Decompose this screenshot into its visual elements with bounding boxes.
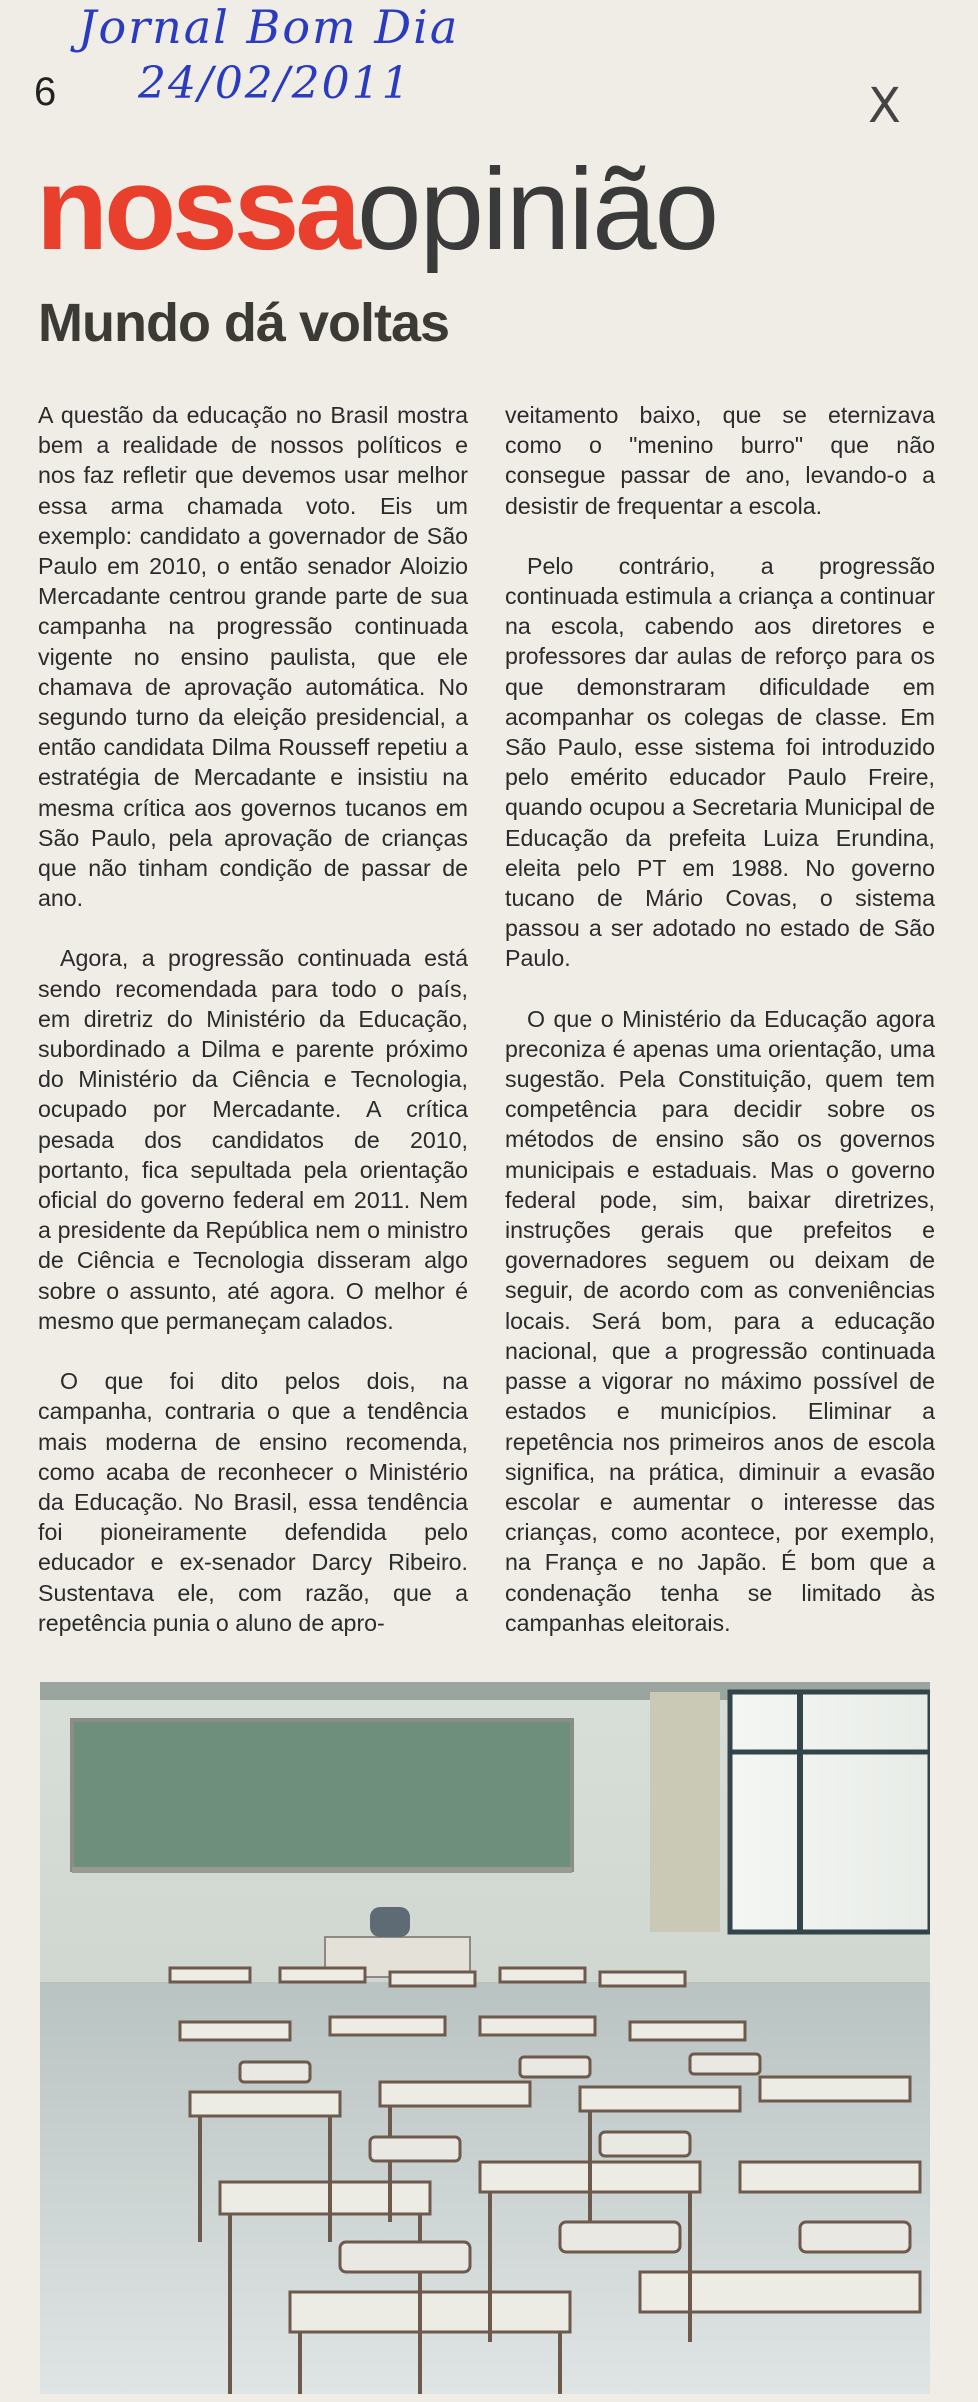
check-mark: X [868,78,901,134]
section-heading-highlight: nossa [36,143,358,275]
paragraph: A questão da educação no Brasil mostra bem a realidade de nossos políticos e nos faz refletir que devemos usar melhor essa arma chamada voto. Eis um exemplo: candidato a governador de São Paulo em 2010, o então senador Aloizio Mercadante centrou grande parte de sua campanha na progressão continuada vigente no ensino paulista, que ele chamava de aprovação automática. No segundo turno da eleição presidencial, a então candidata Dilma Rousseff repetiu a estratégia de Mercadante e insistiu na mesma crítica aos governos tucanos em São Paulo, pela aprovação de crianças que não tinham condição de passar de ano. [38,402,468,912]
paragraph: veitamento baixo, que se eternizava como o "menino burro" que não consegue passar de ano, levando-o a desistir de frequentar a escola. [505,402,935,519]
page-number: 6 [34,70,57,114]
paragraph: O que o Ministério da Educação agora preconiza é apenas uma orientação, uma sugestão. Pela Constituição, quem tem competência para decidir sobre os métodos de ensino são os governos municipais e estaduais. Mas o governo federal pode, sim, baixar diretrizes, instruções gerais que prefeitos e governadores seguem ou deixam de seguir, de acordo com as conveniências locais. Será bom, para a educação nacional, que a progressão continuada passe a vigorar no máximo possível de estados e municípios. Eliminar a repetência nos primeiros anos de escola significa, na prática, diminuir a evasão escolar e aumentar o interesse das crianças, como acontece, por exemplo, na França e no Japão. É bom que a condenação tenha se limitado às campanhas eleitorais. [505,1005,935,1636]
handwritten-date: 24/02/2011 [138,58,412,109]
article-title: Mundo dá voltas [38,293,450,353]
classroom-photo [40,1682,930,2394]
article-column-2 [505,400,935,1668]
paragraph: Agora, a progressão continuada está sendo recomendada para todo o país, em diretriz do Ministério da Educação, subordinado a Dilma e parente próximo do Ministério da Ciência e Tecnologia, ocupado por Mercadante. A crítica pesada dos candidatos de 2010, portanto, fica sepultada pela orientação oficial do governo federal em 2011. Nem a presidente da República nem o ministro de Ciência e Tecnologia disseram algo sobre o assunto, até agora. O melhor é mesmo que permaneçam calados. [38,945,468,1334]
handwritten-annotation [38,0,638,110]
paragraph: Pelo contrário, a progressão continuada estimula a criança a continuar na escola, cabendo aos diretores e professores dar aulas de reforço para os que demonstraram dificuldade em acompanhar os colegas de classe. Em São Paulo, esse sistema foi introduzido pelo emérito educador Paulo Freire, quando ocupou a Secretaria Municipal de Educação da prefeita Luiza Erundina, eleita pelo PT em 1988. No governo tucano de Mário Covas, o sistema passou a ser adotado no estado de São Paulo. [505,552,935,972]
handwritten-source: Jornal Bom Dia [78,0,460,54]
section-heading [36,143,718,275]
classroom-illustration [40,1682,930,2394]
article-column-1 [38,400,468,1668]
section-heading-rest: opinião [357,144,718,274]
paragraph: O que foi dito pelos dois, na campanha, contraria o que a tendência mais moderna de ensino recomenda, como acaba de reconhecer o Ministério da Educação. No Brasil, essa tendência foi pioneiramente defendida pelo educador e ex-senador Darcy Ribeiro. Sustentava ele, com razão, que a repetência punia o aluno de apro- [38,1368,468,1636]
